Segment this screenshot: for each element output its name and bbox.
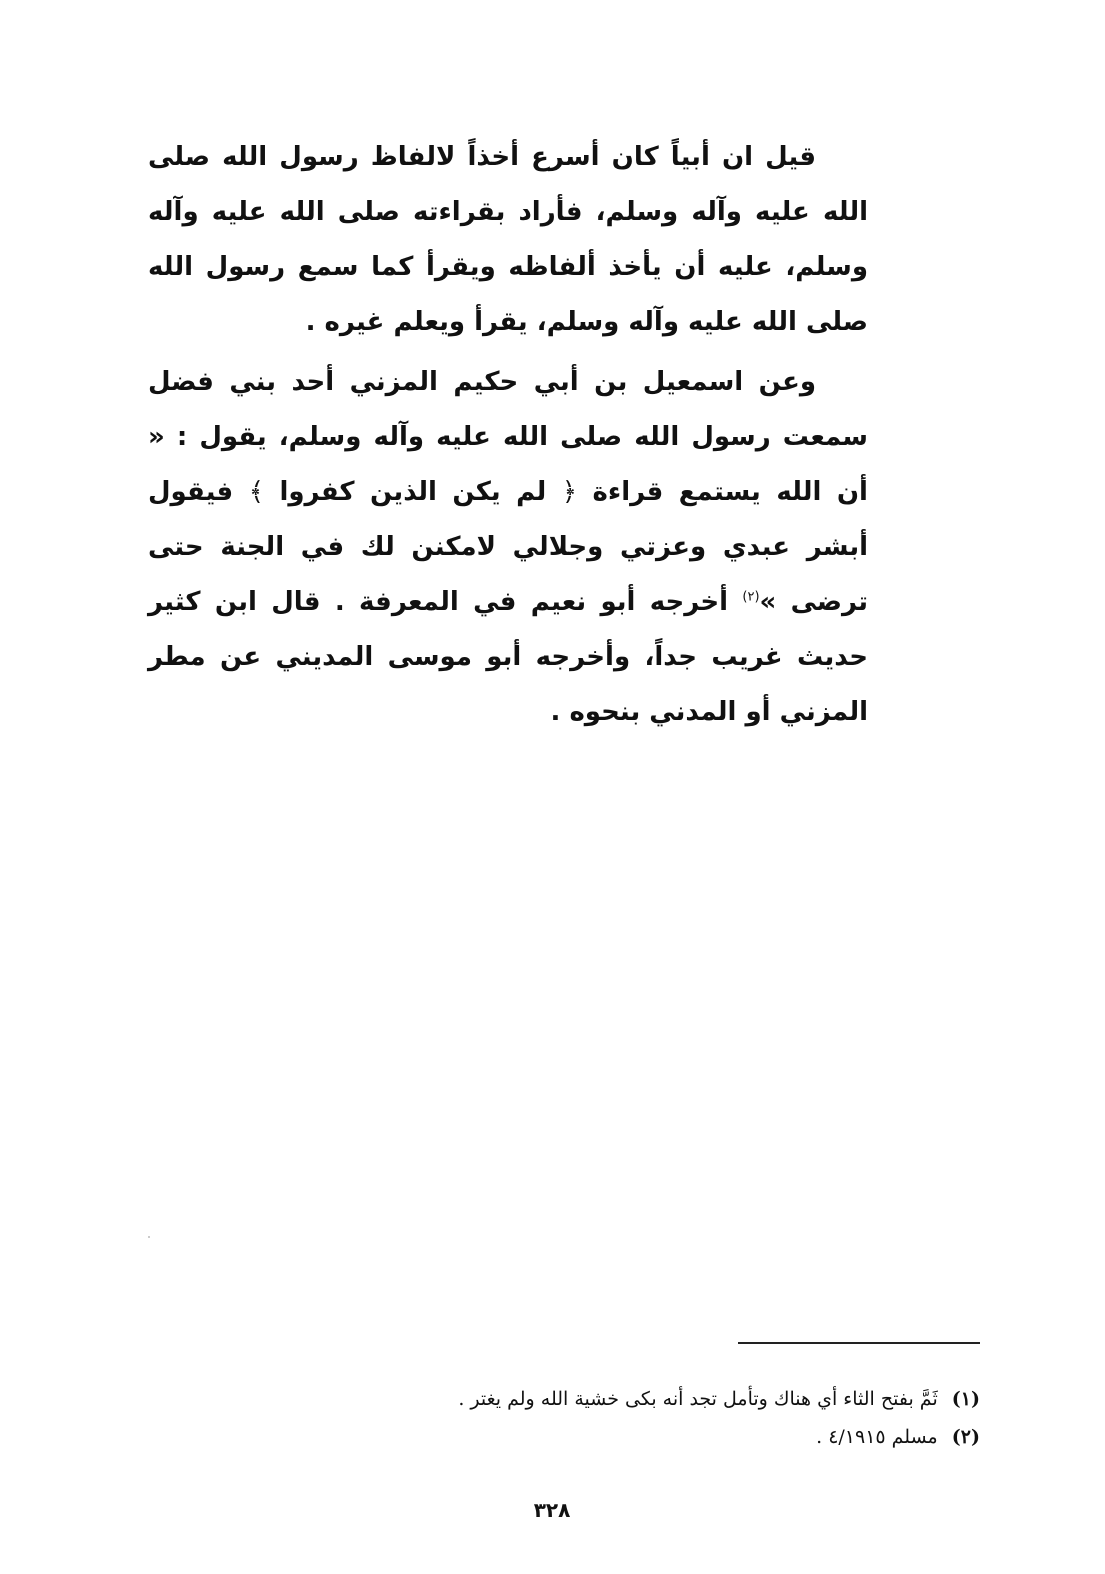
paragraph-2-quote: فيقول أبشر عبدي وعزتي وجلالي لامكنن لك في الجنة حتى ترضى »: [148, 477, 868, 617]
page-number: ٣٢٨: [533, 1498, 571, 1522]
footnote-2: [300, 1418, 980, 1456]
footnote-divider: [738, 1342, 980, 1344]
quran-verse: لم يكن الذين كفروا: [279, 477, 547, 507]
footnote-1-text: ثَمَّ بفتح الثاء أي هناك وتأمل تجد أنه بكى خشية الله ولم يغتر .: [458, 1388, 938, 1410]
paragraph-1-text: قيل ان أبياً كان أسرع أخذاً لالفاظ رسول الله صلى الله عليه وآله وسلم، فأراد بقراءته صلى الله عليه وآله وسلم، عليه أن يأخذ ألفاظه ويقرأ كما سمع رسول الله صلى الله عليه وآله وسلم، يقرأ ويعلم غيره .: [148, 142, 868, 337]
scan-speck: [148, 1236, 150, 1238]
quran-close-bracket: ﴾: [248, 477, 264, 507]
paragraph-1: [148, 130, 868, 350]
paragraph-2-source: أخرجه أبو نعيم في المعرفة . قال ابن كثير حديث غريب جداً، وأخرجه أبو موسى المديني عن مطر المزني أو المدني بنحوه .: [148, 587, 868, 727]
footnote-2-number: (٢): [951, 1426, 980, 1448]
paragraph-2: [148, 355, 868, 740]
footnote-reference: (٢): [742, 589, 760, 605]
quran-open-bracket: ﴿: [561, 477, 578, 507]
footnote-1: [300, 1380, 980, 1418]
footnote-1-number: (١): [951, 1388, 980, 1410]
paragraph-2-intro: وعن اسمعيل بن أبي حكيم المزني أحد بني فضل سمعت رسول الله صلى الله عليه وآله وسلم، يقول : « أن الله يستمع قراءة: [148, 367, 868, 507]
footnotes-list: [300, 1380, 980, 1456]
footnote-2-text: مسلم ٤/١٩١٥ .: [816, 1426, 938, 1448]
